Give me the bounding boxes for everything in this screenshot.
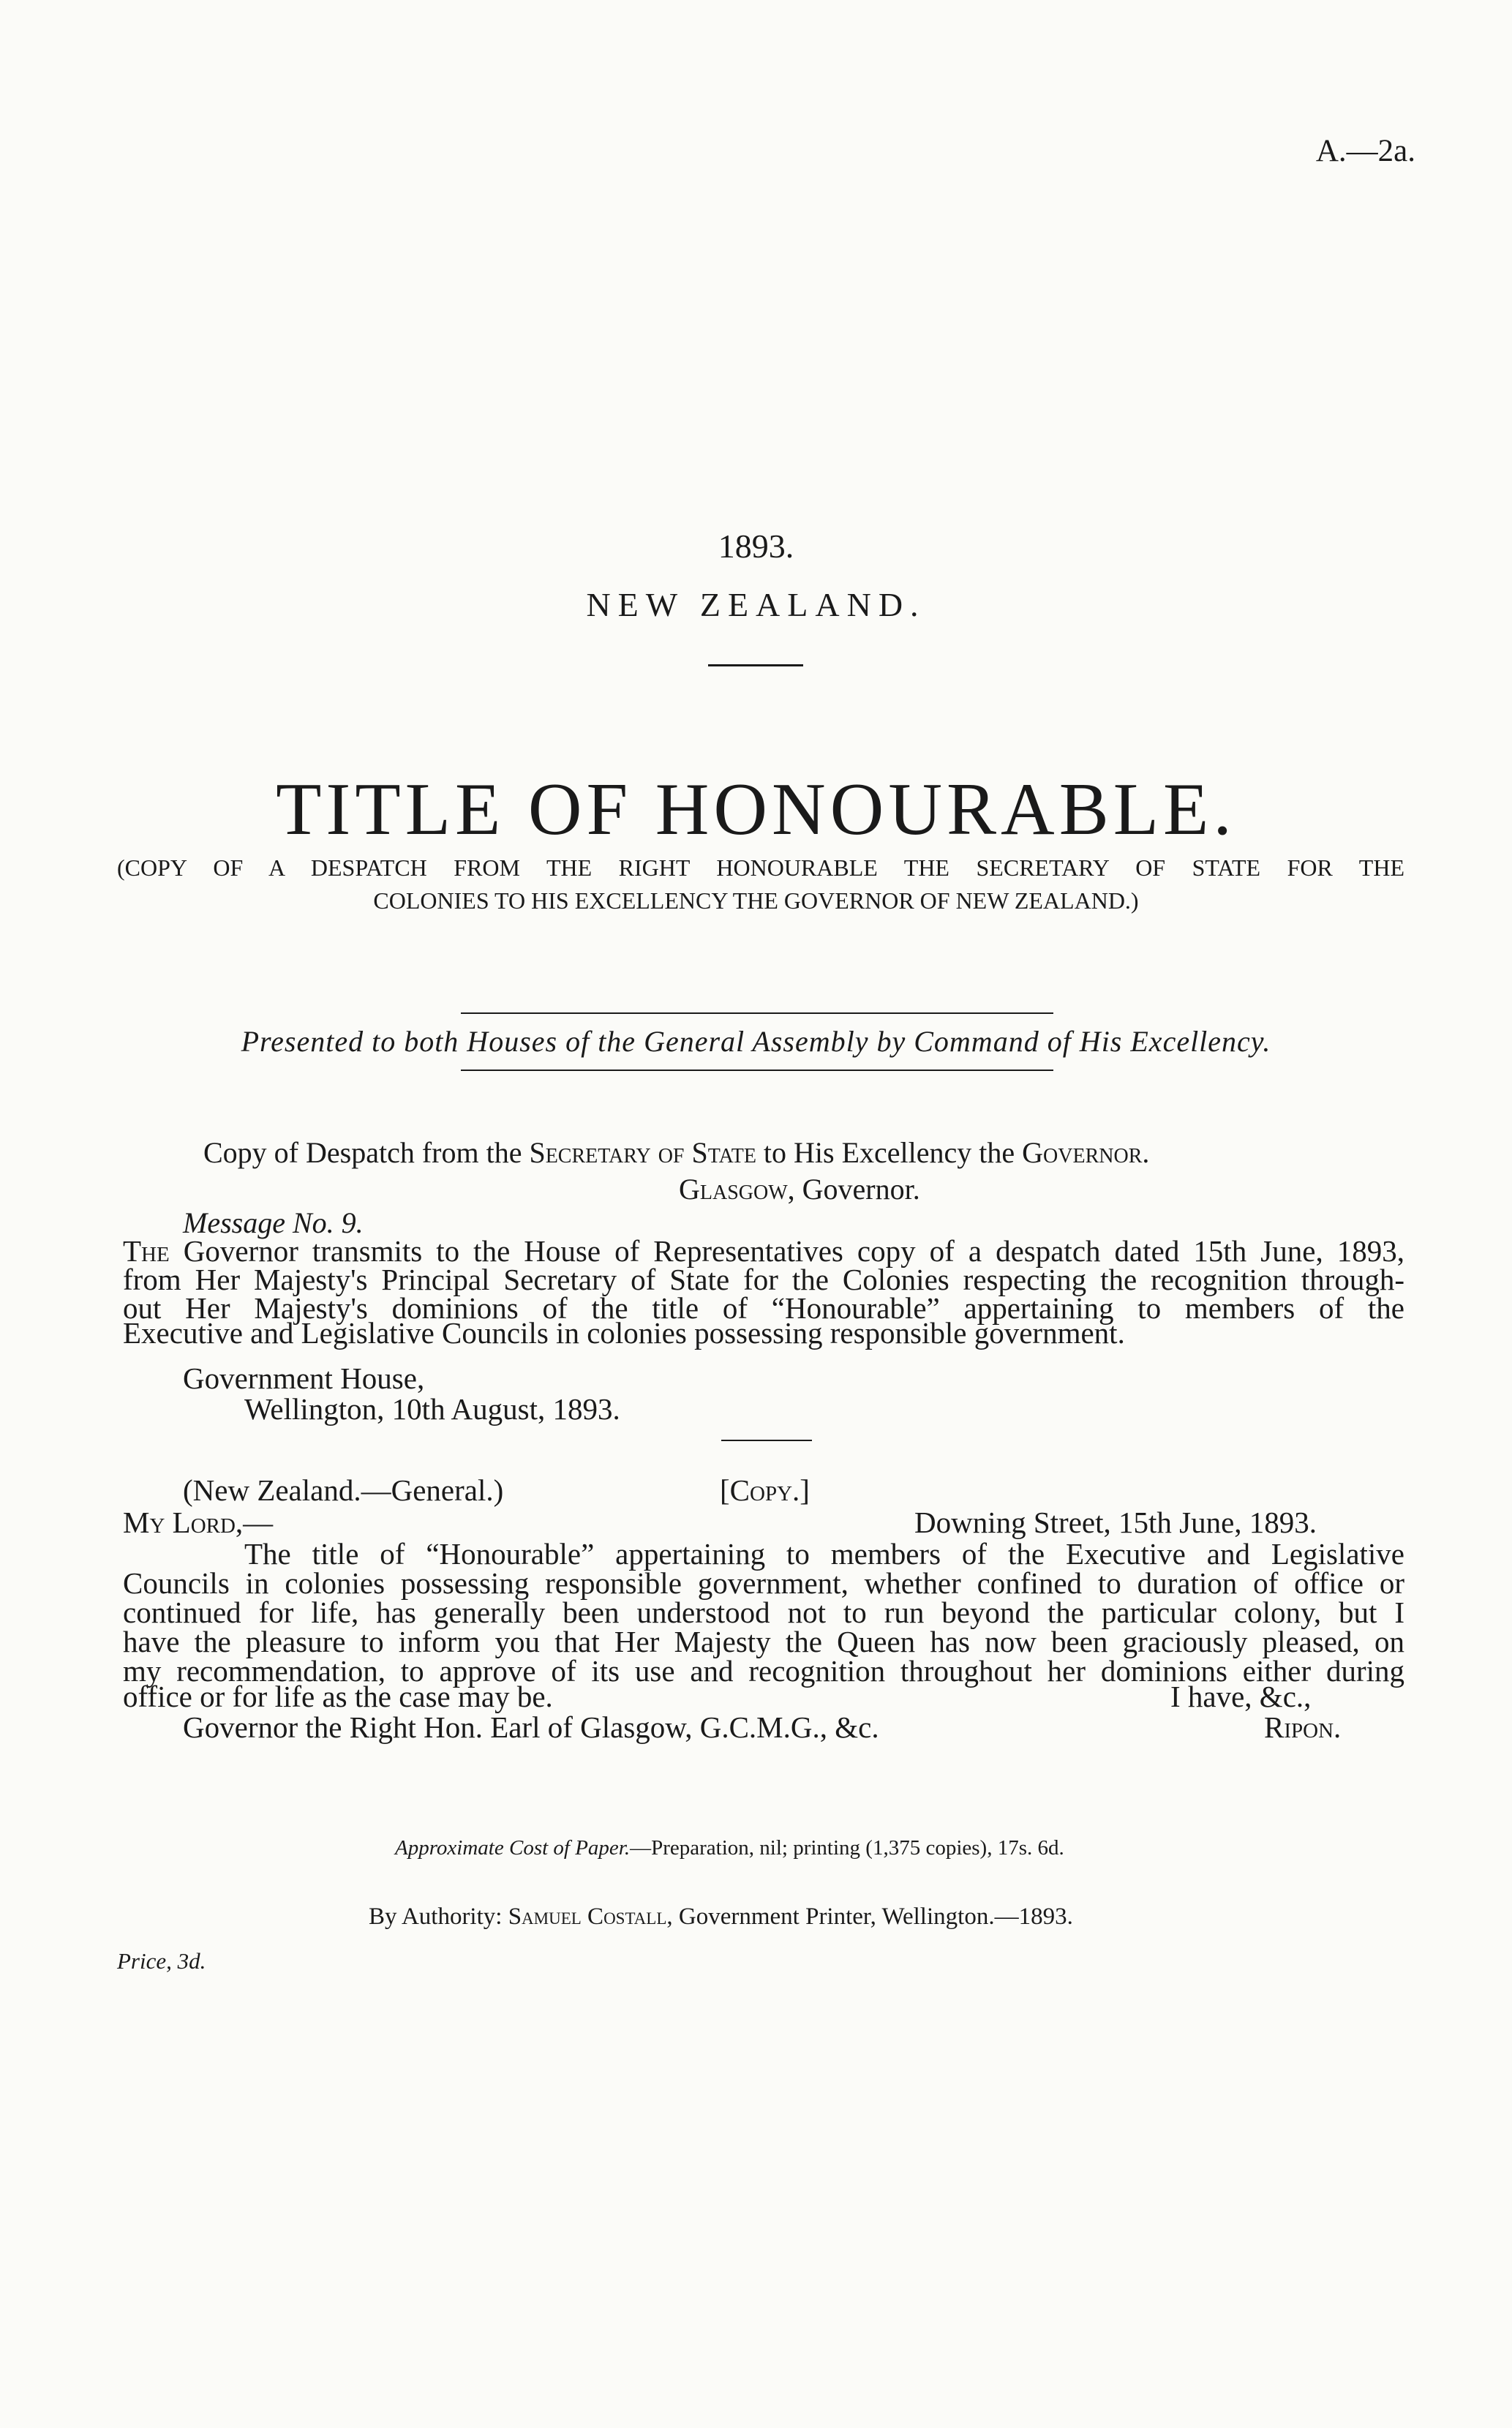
salutation: My Lord,— <box>123 1506 274 1539</box>
place-line-1: Government House, <box>183 1361 425 1395</box>
message-line-1: The Governor transmits to the House of Representatives copy of a despatch dated 15th June, 1893, <box>123 1234 1404 1268</box>
country: NEW ZEALAND. <box>586 586 926 623</box>
price: Price, 3d. <box>117 1948 206 1974</box>
authority-line: By Authority: Samuel Costall, Government Printer, Wellington.—1893. <box>369 1903 1073 1930</box>
message-number: Message No. 9. <box>183 1206 364 1239</box>
subtitle-line-2: COLONIES TO HIS EXCELLENCY THE GOVERNOR OF NEW ZEALAND.) <box>373 887 1139 914</box>
copy-heading: Copy of Despatch from the Secretary of State to His Excellency the Governor. <box>203 1136 1150 1169</box>
presented-rule-top <box>461 1012 1053 1014</box>
divider-rule-2 <box>721 1440 812 1441</box>
paper-code: A.—2a. <box>1315 134 1415 168</box>
message-line-3: out Her Majesty's dominions of the title of “Honourable” appertaining to members of the <box>123 1291 1404 1325</box>
divider-rule <box>708 664 803 666</box>
despatch-place-date: Downing Street, 15th June, 1893. <box>914 1506 1317 1539</box>
closing: I have, &c., <box>1170 1680 1312 1713</box>
copy-label: [Copy.] <box>720 1473 810 1507</box>
year: 1893. <box>718 527 794 565</box>
message-line-2: from Her Majesty's Principal Secretary of State for the Colonies respecting the recognition through- <box>123 1263 1404 1296</box>
cost-line: Approximate Cost of Paper.—Preparation, nil; printing (1,375 copies), 17s. 6d. <box>395 1836 1064 1860</box>
presented-rule-bottom <box>461 1070 1053 1071</box>
document-title: TITLE OF HONOURABLE. <box>276 768 1236 851</box>
place-line-2: Wellington, 10th August, 1893. <box>244 1392 620 1426</box>
ripon-signature: Ripon. <box>1264 1710 1342 1744</box>
addressee: Governor the Right Hon. Earl of Glasgow, G.C.M.G., &c. <box>183 1710 879 1744</box>
despatch-line-2: Councils in colonies possessing responsible government, whether confined to duration of office or <box>123 1566 1404 1600</box>
despatch-line-5: my recommendation, to approve of its use and recognition throughout her dominions either during <box>123 1654 1404 1688</box>
message-line-4: Executive and Legislative Councils in colonies possessing responsible government. <box>123 1316 1125 1350</box>
glasgow-signature: Glasgow, Governor. <box>679 1173 920 1206</box>
despatch-line-6: office or for life as the case may be. <box>123 1680 553 1713</box>
presented-line: Presented to both Houses of the General Assembly by Command of His Excellency. <box>241 1025 1271 1058</box>
despatch-line-1: The title of “Honourable” appertaining to members of the Executive and Legislative <box>244 1537 1404 1571</box>
despatch-reference: (New Zealand.—General.) <box>183 1473 504 1507</box>
subtitle-line-1: (COPY OF A DESPATCH FROM THE RIGHT HONOURABLE THE SECRETARY OF STATE FOR THE <box>117 854 1404 881</box>
despatch-line-3: continued for life, has generally been understood not to run beyond the particular colony, but I <box>123 1596 1404 1629</box>
despatch-line-4: have the pleasure to inform you that Her Majesty the Queen has now been graciously pleased, on <box>123 1625 1404 1658</box>
